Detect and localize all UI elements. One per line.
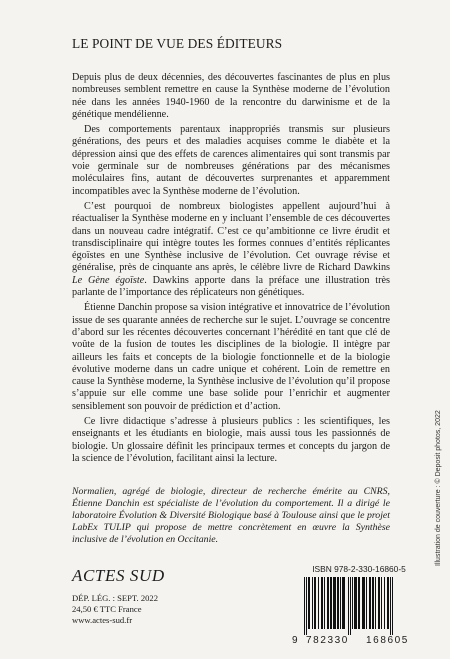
- paragraph-1: Depuis plus de deux décennies, des découvertes fascinantes de plus en plus nombreuses semblent remettre en cause la Synthèse moderne de l’évolution née dans les années 1940-1960 de la rencontre du darwinisme et de la génétique mendélienne.: [72, 72, 390, 120]
- barcode-left-group: 782330: [306, 635, 349, 646]
- body-text: [72, 72, 390, 465]
- website-url: www.actes-sud.fr: [72, 615, 133, 625]
- paragraph-3-text: C’est pourquoi de nombreux biologistes appellent aujourd’hui à réactualiser la Synthèse moderne en y incluant l’ensemble de ces découvertes dans un nouveau cadre intégratif. C’est ce qu’ambitionne ce livre érudit et transdisciplinaire qui intègre toutes les formes connues d’entités réplicantes égoïstes en une Synthèse inclusive de l’évolution. Cet ouvrage révise et généralise, près de cinquante ans après, le célèbre livre de Richard Dawkins: [72, 200, 390, 274]
- paragraph-4: Étienne Danchin propose sa vision intégrative et innovatrice de l’évolution issue de ses quarante années de recherche sur le sujet. L’ouvrage se concentre d’abord sur les récentes découvertes concernant l’hérédité en tant que clé de voûte de la fusion de toutes les disciplines de la biologie. Il intègre par ailleurs les faits et concepts de la biologie fonctionnelle et de la biologie évolutive moderne dans un cadre unique et cohérent. Loin de remettre en cause la Synthèse moderne, la Synthèse inclusive de l’évolution qu’il propose s’appuie sur elle comme une base solide pour l’enrichir et augmenter sensiblement son pouvoir de prédiction et d’action.: [72, 302, 390, 412]
- paragraph-3-tail: . Dawkins apporte dans la préface une illustration très parlante de l’importance des réplicateurs non génétiques.: [72, 274, 390, 299]
- book-title: Le Gène égoïste: [72, 274, 145, 286]
- legal-deposit: DÉP. LÉG. : SEPT. 2022: [72, 593, 159, 603]
- cover-credit: Illustration de couverture : © Deposit photos, 2022: [435, 410, 442, 566]
- barcode-right-group: 168605: [366, 635, 409, 646]
- publisher-logo: ACTES SUD: [72, 566, 165, 585]
- isbn-block: [292, 564, 426, 647]
- barcode-first-digit: 9: [292, 635, 300, 646]
- isbn-number: ISBN 978-2-330-16860-5: [312, 564, 406, 574]
- barcode: [292, 577, 426, 635]
- section-heading: LE POINT DE VUE DES ÉDITEURS: [72, 36, 283, 51]
- barcode-digits: [292, 635, 426, 647]
- paragraph-3: [72, 201, 390, 299]
- paragraph-2: Des comportements parentaux inappropriés transmis sur plusieurs générations, des peurs et des maladies acquises comme le diabète et la dépression ainsi que des effets de carences alimentaires qui sont transmis par voie germinale sur de nombreuses générations par des mécanismes moléculaires fins, autant de découvertes surprenantes et apparemment incompatibles avec la Synthèse moderne de l’évolution.: [72, 124, 390, 197]
- barcode-graphic: [292, 577, 426, 635]
- price: 24,50 € TTC France: [72, 604, 142, 614]
- legal-info: [72, 593, 158, 626]
- paragraph-5: Ce livre didactique s’adresse à plusieurs publics : les scientifiques, les enseignants et les étudiants en biologie, mais aussi tous les passionnés de biologie. Un glossaire définit les principaux termes et concepts du jargon de la science de l’évolution, facilitant ainsi la lecture.: [72, 416, 390, 464]
- author-bio: Normalien, agrégé de biologie, directeur de recherche émérite au CNRS, Étienne Danchin est spécialiste de l’évolution du comportement. Il a dirigé le laboratoire Évolution & Diversité Biologique basé à Toulouse ainsi que le projet LabEx TULIP qui propose de mettre concrètement en œuvre la Synthèse inclusive de l’évolution en Occitanie.: [72, 486, 390, 545]
